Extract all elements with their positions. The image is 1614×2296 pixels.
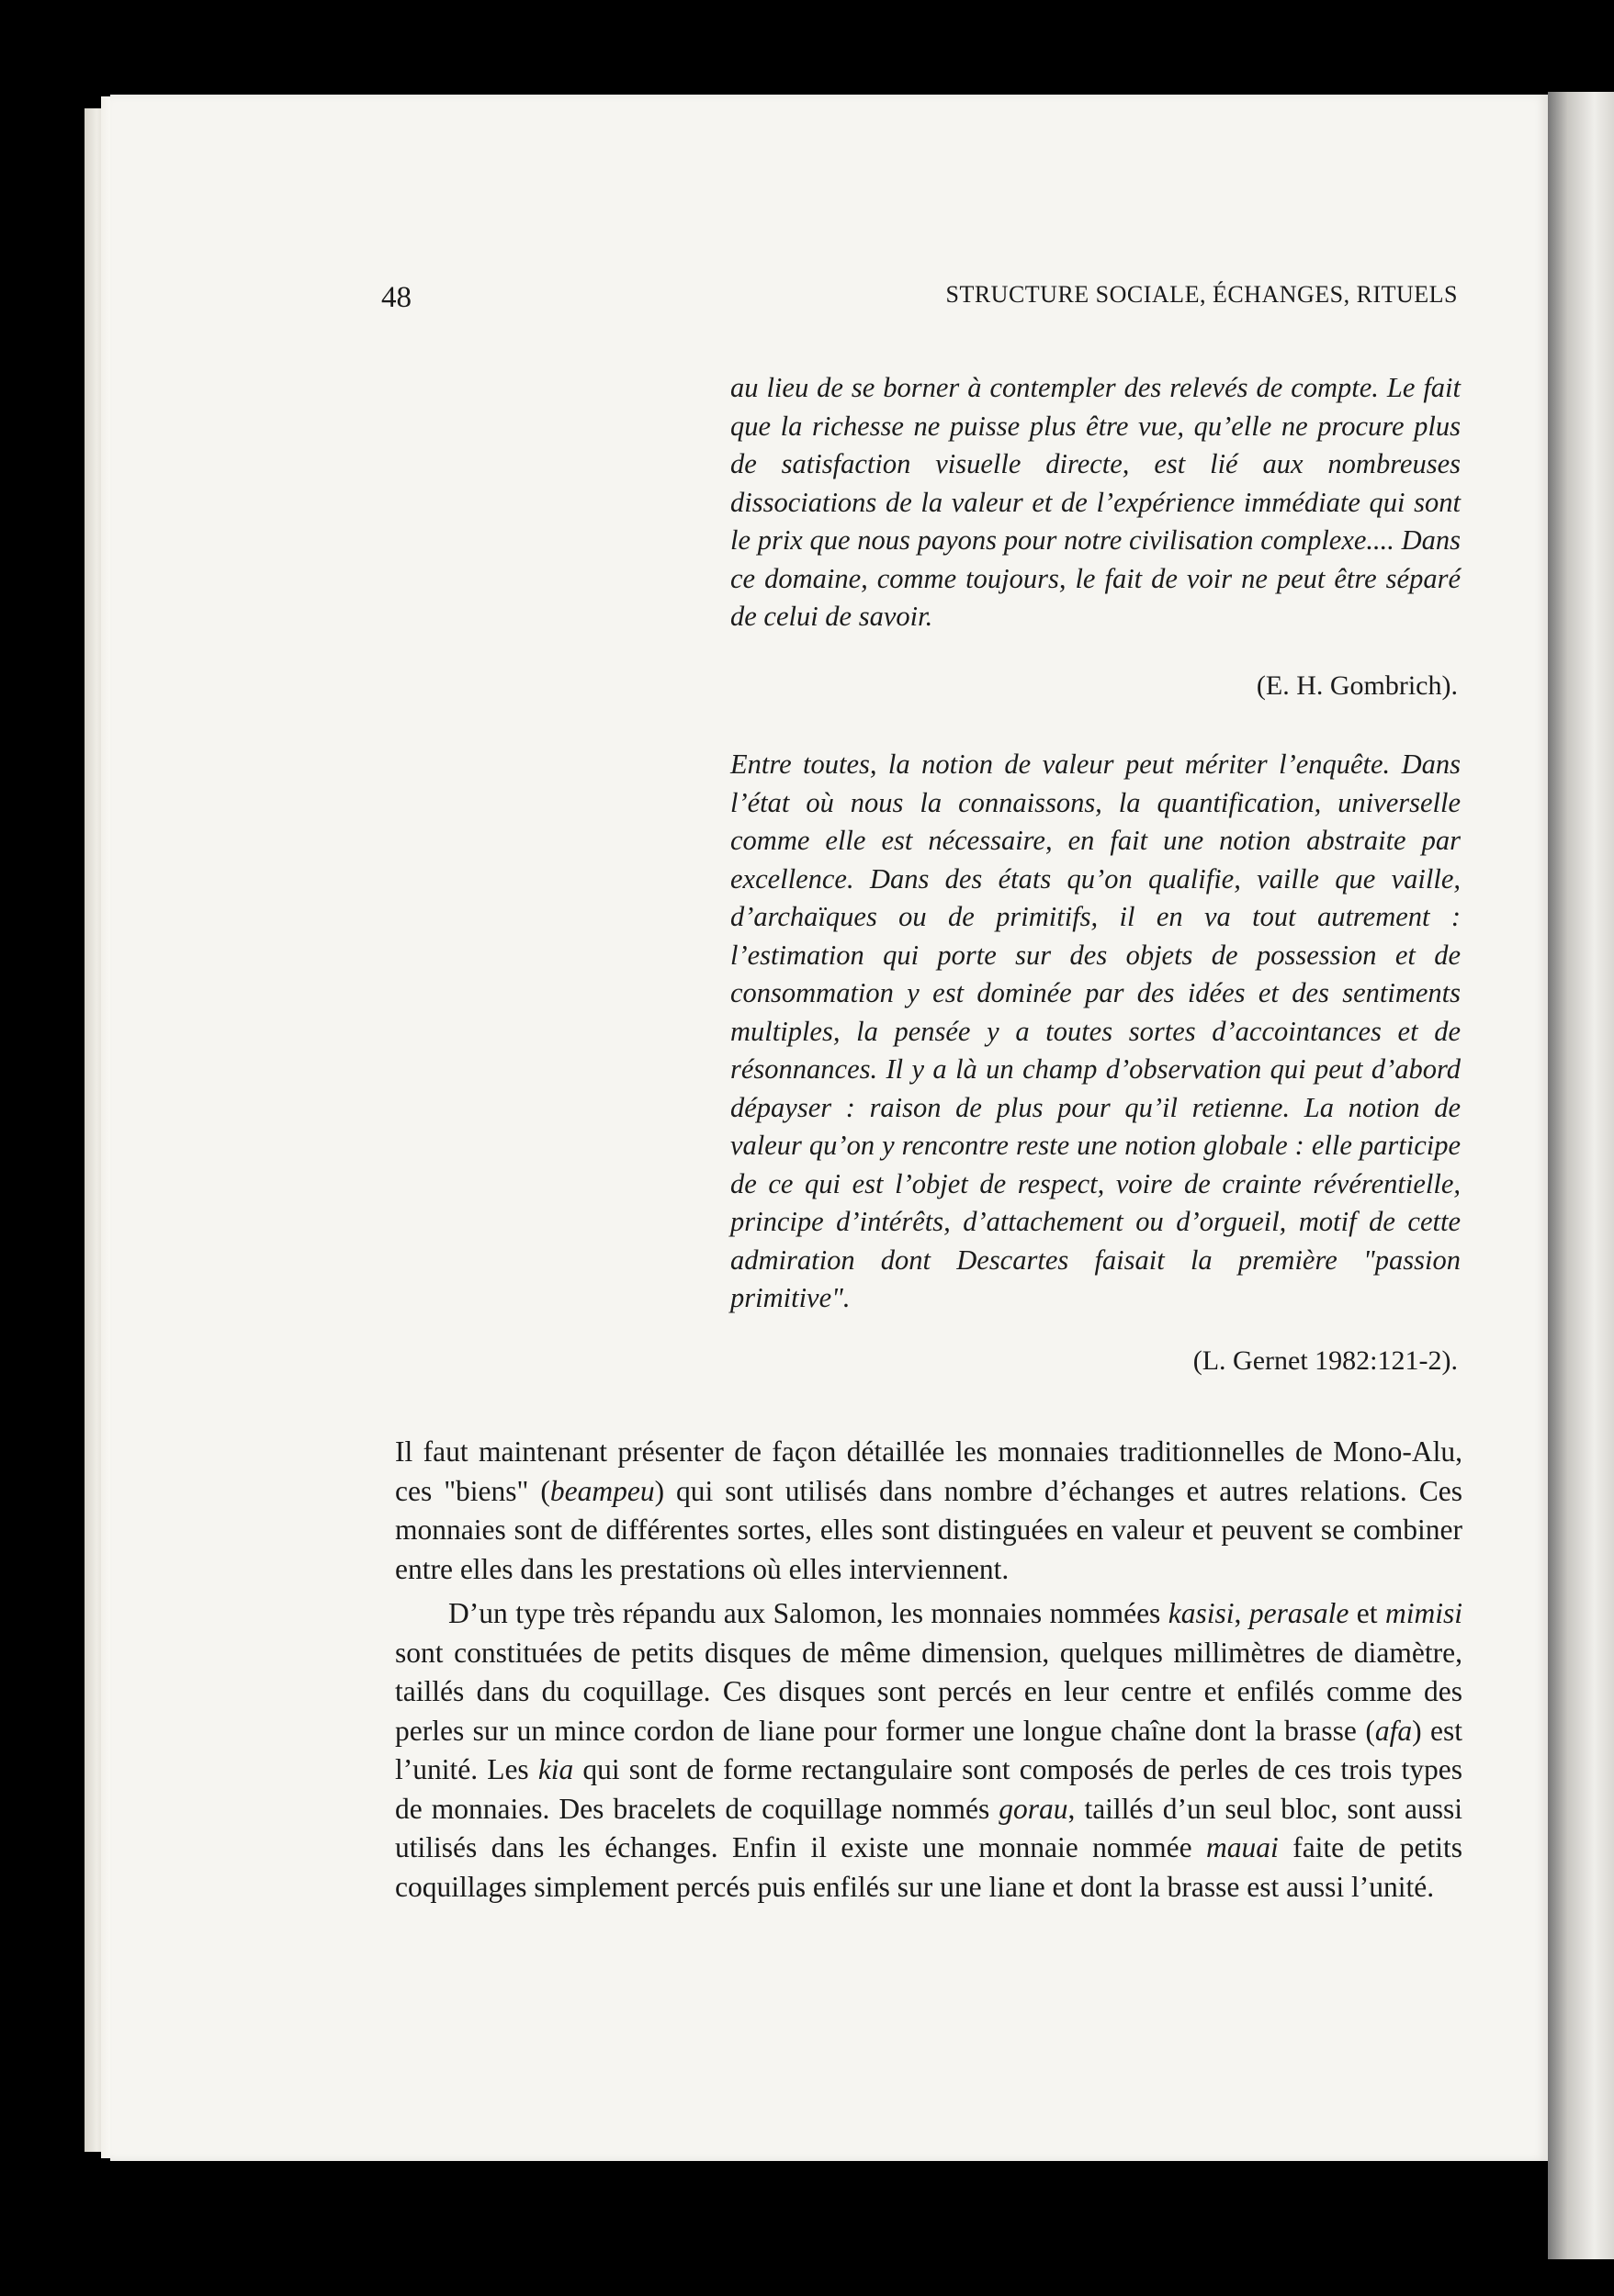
- epigraph-gombrich: [730, 369, 1461, 636]
- term-afa: afa: [1374, 1714, 1413, 1747]
- term-perasale: perasale: [1248, 1597, 1349, 1629]
- book-right-edge: [1548, 92, 1614, 2259]
- text-run: D’un type très répandu aux Salomon, les monnaies nommées: [448, 1597, 1168, 1629]
- term-beampeu: beampeu: [549, 1474, 655, 1507]
- text-run: Il faut maintenant présenter de façon détaillée les monnaies traditionnelles de Mono-Alu, ces "biens" (: [395, 1435, 1462, 1507]
- epigraph-gernet-attribution: (L. Gernet 1982:121-2).: [1192, 1345, 1458, 1376]
- term-mimisi: mimisi: [1384, 1597, 1462, 1629]
- epigraph-gernet-text: Entre toutes, la notion de valeur peut mériter l’enquête. Dans l’état où nous la connaissons, la quantification, universelle comme elle est nécessaire, en fait une notion abstraite par excellence. Dans des états qu’on qualifie, vaille que vaille, d’archaïques ou de primitifs, il en va tout autrement : l’estimation qui porte sur des objets de possession et de consommation y est dominée par des idées et des sentiments multiples, la pensée y a toutes sortes d’accointances et de résonnances. Il y a là un champ d’observation qui peut d’abord dépayser : raison de plus pour qu’il retienne. La notion de valeur qu’on y rencontre reste une notion globale : elle participe de ce qui est l’objet de respect, voire de crainte révérentielle, principe d’intérêts, d’attachement ou d’orgueil, motif de cette admiration dont Descartes faisait la première "passion primitive".: [730, 748, 1461, 1313]
- epigraph-gombrich-attribution: (E. H. Gombrich).: [1256, 670, 1458, 701]
- text-run: ) est l’unité. Les: [395, 1714, 1463, 1785]
- paragraph-monnaies-types: [395, 1594, 1462, 1907]
- text-run: , taillés d’un seul bloc, sont aussi utilisés dans les échanges. Enfin il existe une monnaie nommée: [395, 1792, 1462, 1863]
- text-run: sont constituées de petits disques de même dimension, quelques millimètres de diamètre, taillés dans du coquillage. Ces disques sont percés en leur centre et enfilés comme des perles sur un mince cordon de liane pour former une longue chaîne dont la brasse (: [395, 1636, 1462, 1747]
- running-title: STRUCTURE SOCIALE, ÉCHANGES, RITUELS: [945, 281, 1458, 308]
- text-run: ) qui sont utilisés dans nombre d’échanges et autres relations. Ces monnaies sont de différentes sortes, elles sont distinguées en valeur et peuvent se combiner entre elles dans les prestations où elles interviennent.: [395, 1474, 1462, 1585]
- body-text: [395, 1433, 1462, 1907]
- paragraph-monnaies-intro: [395, 1433, 1462, 1589]
- term-gorau: gorau: [999, 1792, 1068, 1825]
- epigraph-gombrich-text: au lieu de se borner à contempler des relevés de compte. Le fait que la richesse ne puisse plus être vue, qu’elle ne procure plus de satisfaction visuelle directe, est lié aux nombreuses dissociations de la valeur et de l’expérience immédiate qui sont le prix que nous payons pour notre civilisation complexe.... Dans ce domaine, comme toujours, le fait de voir ne peut être séparé de celui de savoir.: [730, 372, 1461, 632]
- page-header: [381, 276, 1458, 321]
- term-kia: kia: [537, 1753, 574, 1785]
- text-run: faite de petits coquillages simplement percés puis enfilés sur une liane et dont la brasse est aussi l’unité.: [395, 1831, 1462, 1903]
- term-mauai: mauai: [1206, 1831, 1279, 1863]
- text-run: ,: [1234, 1597, 1249, 1629]
- page-number: 48: [381, 281, 412, 314]
- term-kasisi: kasisi: [1168, 1597, 1235, 1629]
- epigraph-gernet: [730, 746, 1461, 1318]
- text-run: et: [1349, 1597, 1385, 1629]
- text-run: qui sont de forme rectangulaire sont composés de perles de ces trois types de monnaies. Des bracelets de coquillage nommés: [395, 1753, 1462, 1825]
